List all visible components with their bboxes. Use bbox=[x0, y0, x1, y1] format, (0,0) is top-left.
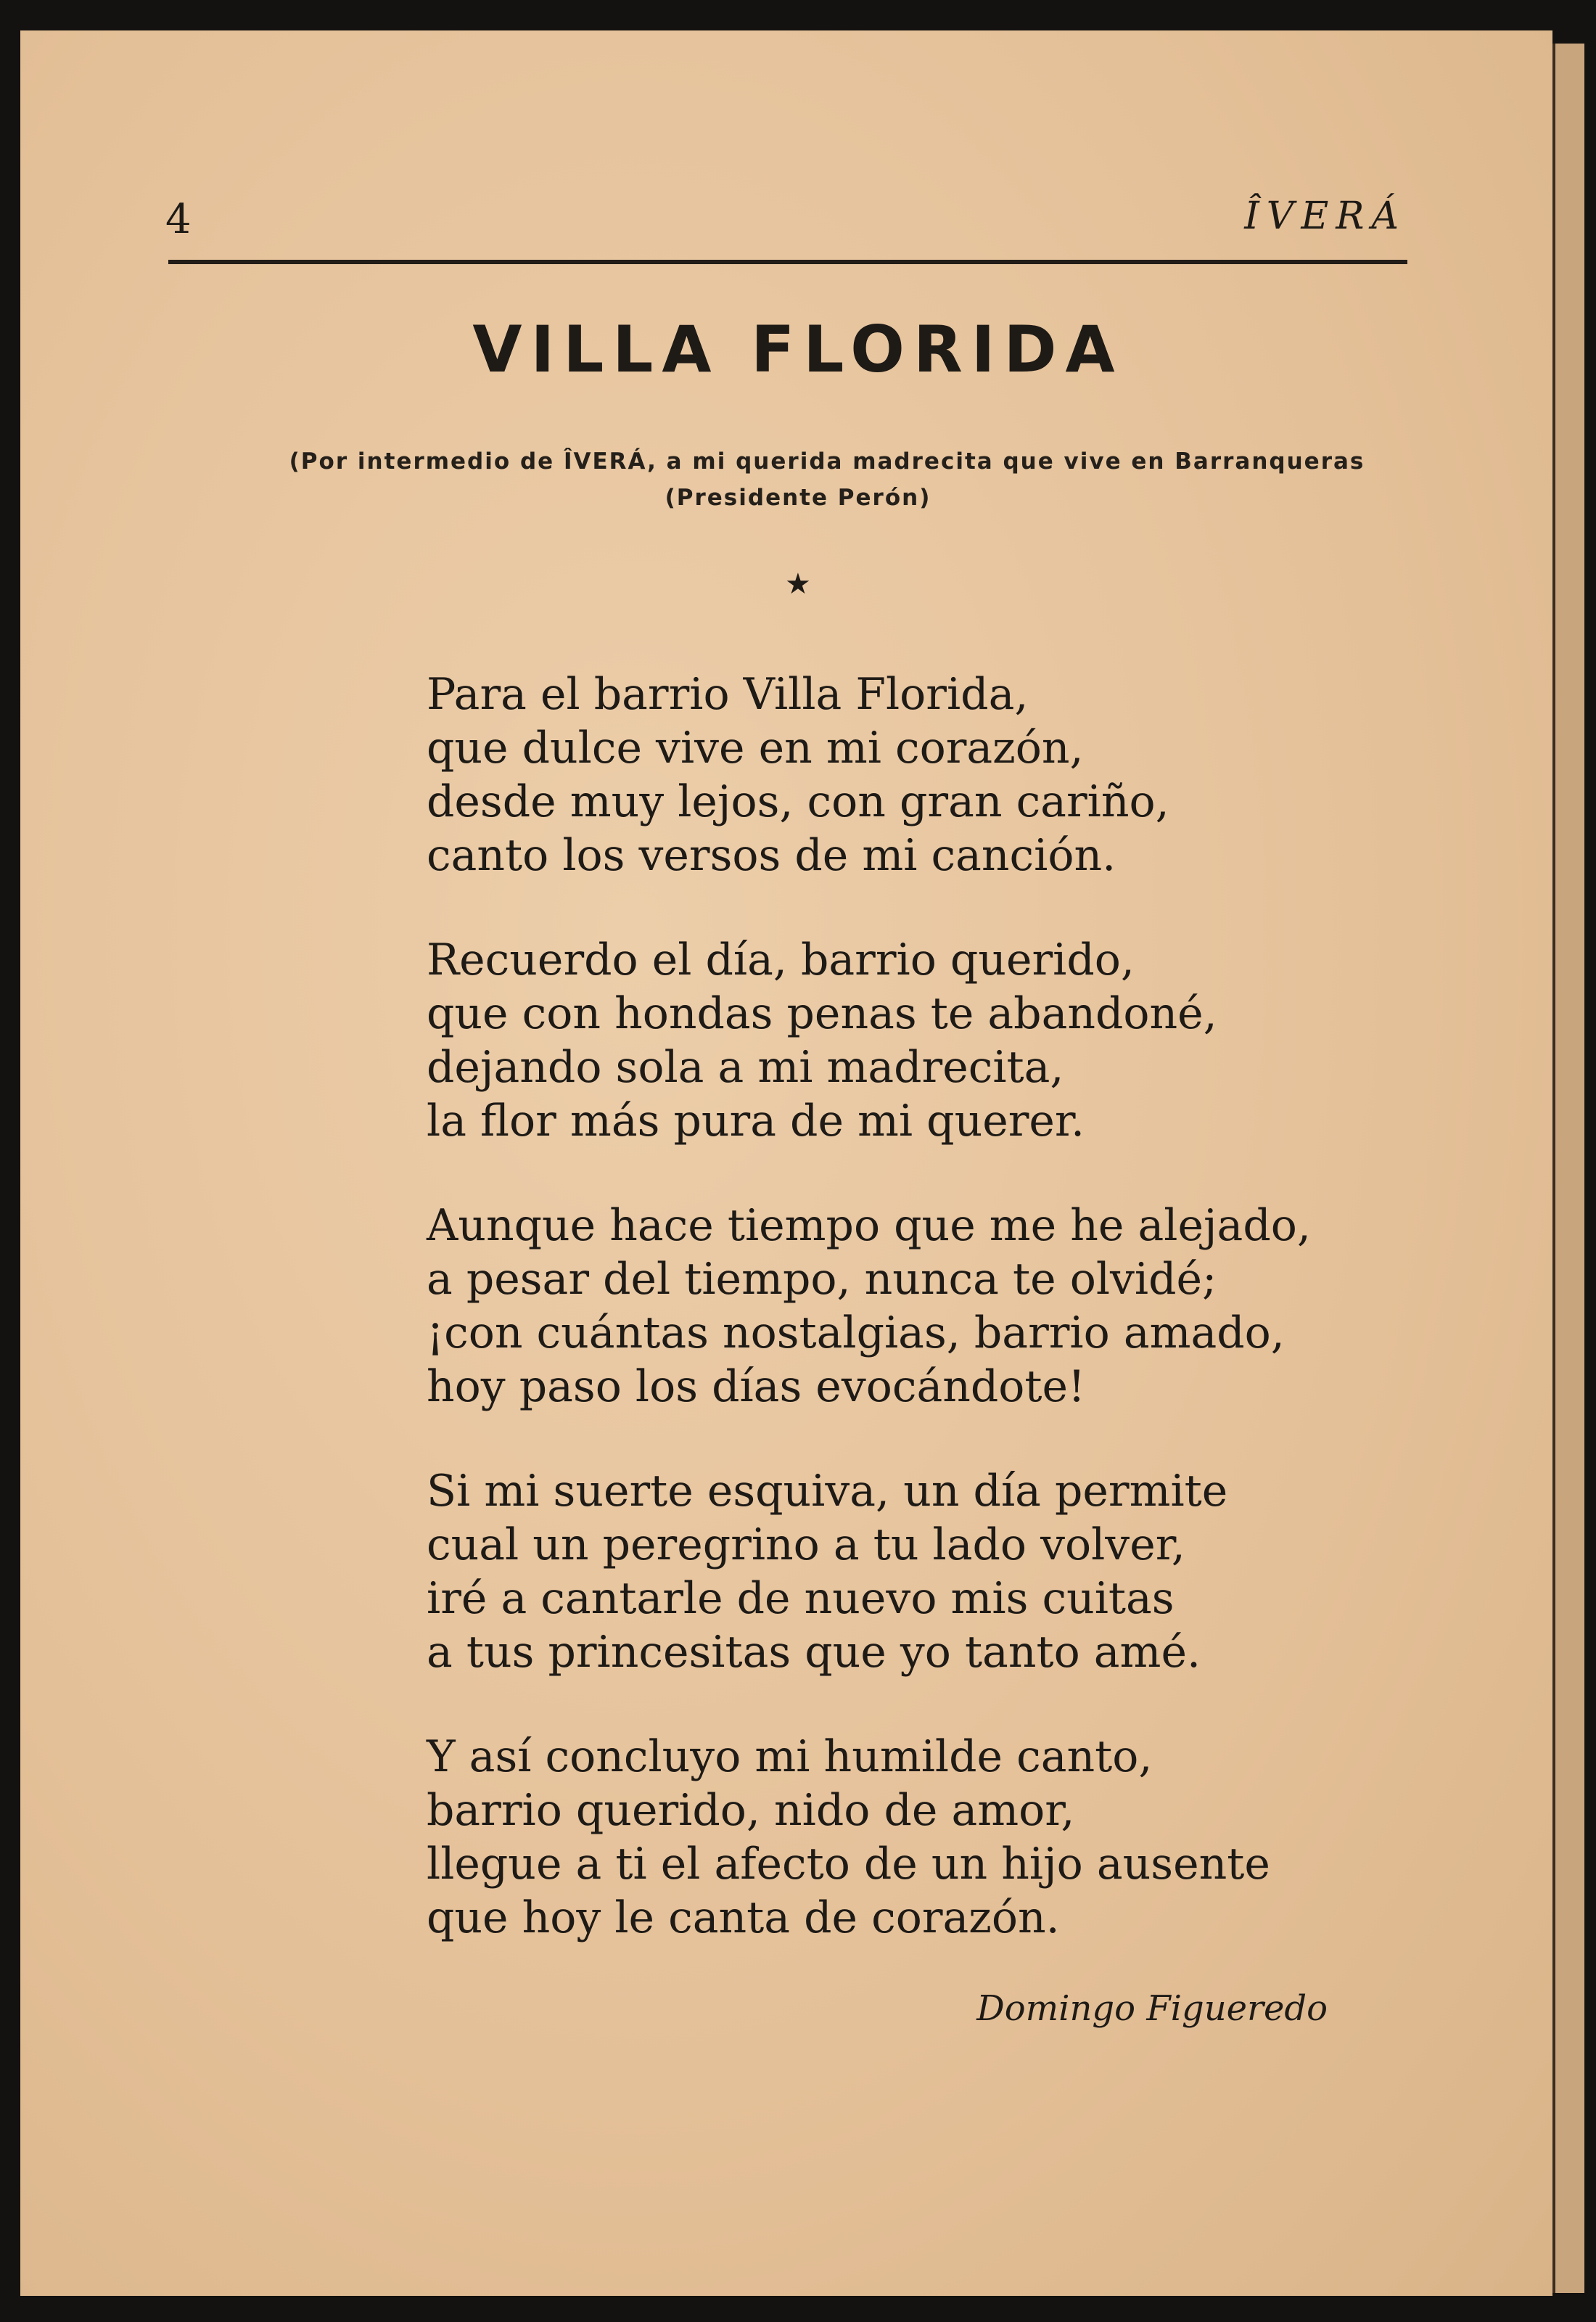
verse-line: Si mi suerte esquiva, un día permite bbox=[427, 1466, 1228, 1517]
verse-line: barrio querido, nido de amor, bbox=[427, 1785, 1075, 1836]
verse-line: a pesar del tiempo, nunca te olvidé; bbox=[427, 1254, 1217, 1305]
stanza-3 bbox=[427, 1199, 1311, 1414]
running-title: ÎVERÁ bbox=[1244, 194, 1406, 238]
verse-line: que dulce vive en mi corazón, bbox=[427, 723, 1084, 774]
verse-line: iré a cantarle de nuevo mis cuitas bbox=[427, 1573, 1175, 1624]
stanza-4 bbox=[427, 1464, 1311, 1679]
verse-line: Aunque hace tiempo que me he alejado, bbox=[427, 1200, 1311, 1251]
stanza-1 bbox=[427, 668, 1311, 882]
verse-line: llegue a ti el afecto de un hijo ausente bbox=[427, 1839, 1270, 1890]
verse-line: a tus princesitas que yo tanto amé. bbox=[427, 1627, 1201, 1678]
dedication-line-2: (Presidente Perón) bbox=[665, 485, 931, 511]
verse-line: Recuerdo el día, barrio querido, bbox=[427, 935, 1135, 985]
poem-body bbox=[427, 668, 1311, 1995]
verse-line: Y así concluyo mi humilde canto, bbox=[427, 1731, 1153, 1782]
verse-line: Para el barrio Villa Florida, bbox=[427, 669, 1029, 720]
verse-line: cual un peregrino a tu lado volver, bbox=[427, 1519, 1185, 1570]
verse-line: que con hondas penas te abandoné, bbox=[427, 988, 1217, 1039]
verse-line: canto los versos de mi canción. bbox=[427, 830, 1116, 881]
verse-line: dejando sola a mi madrecita, bbox=[427, 1042, 1064, 1093]
verse-line: ¡con cuántas nostalgias, barrio amado, bbox=[427, 1308, 1285, 1358]
author-signature: Domingo Figueredo bbox=[976, 1988, 1328, 2029]
page-number: 4 bbox=[165, 196, 192, 243]
poem-title: VILLA FLORIDA bbox=[472, 312, 1124, 387]
verse-line: desde muy lejos, con gran cariño, bbox=[427, 776, 1169, 827]
dedication-line-1: (Por intermedio de ÎVERÁ, a mi querida madrecita que vive en Barranqueras bbox=[289, 448, 1365, 475]
header-rule bbox=[168, 260, 1407, 264]
verse-line: hoy paso los días evocándote! bbox=[427, 1361, 1086, 1412]
star-ornament-icon: ★ bbox=[785, 567, 811, 601]
stanza-5 bbox=[427, 1730, 1311, 1945]
verse-line: la flor más pura de mi querer. bbox=[427, 1096, 1085, 1146]
verse-line: que hoy le canta de corazón. bbox=[427, 1892, 1060, 1943]
stanza-2 bbox=[427, 933, 1311, 1148]
